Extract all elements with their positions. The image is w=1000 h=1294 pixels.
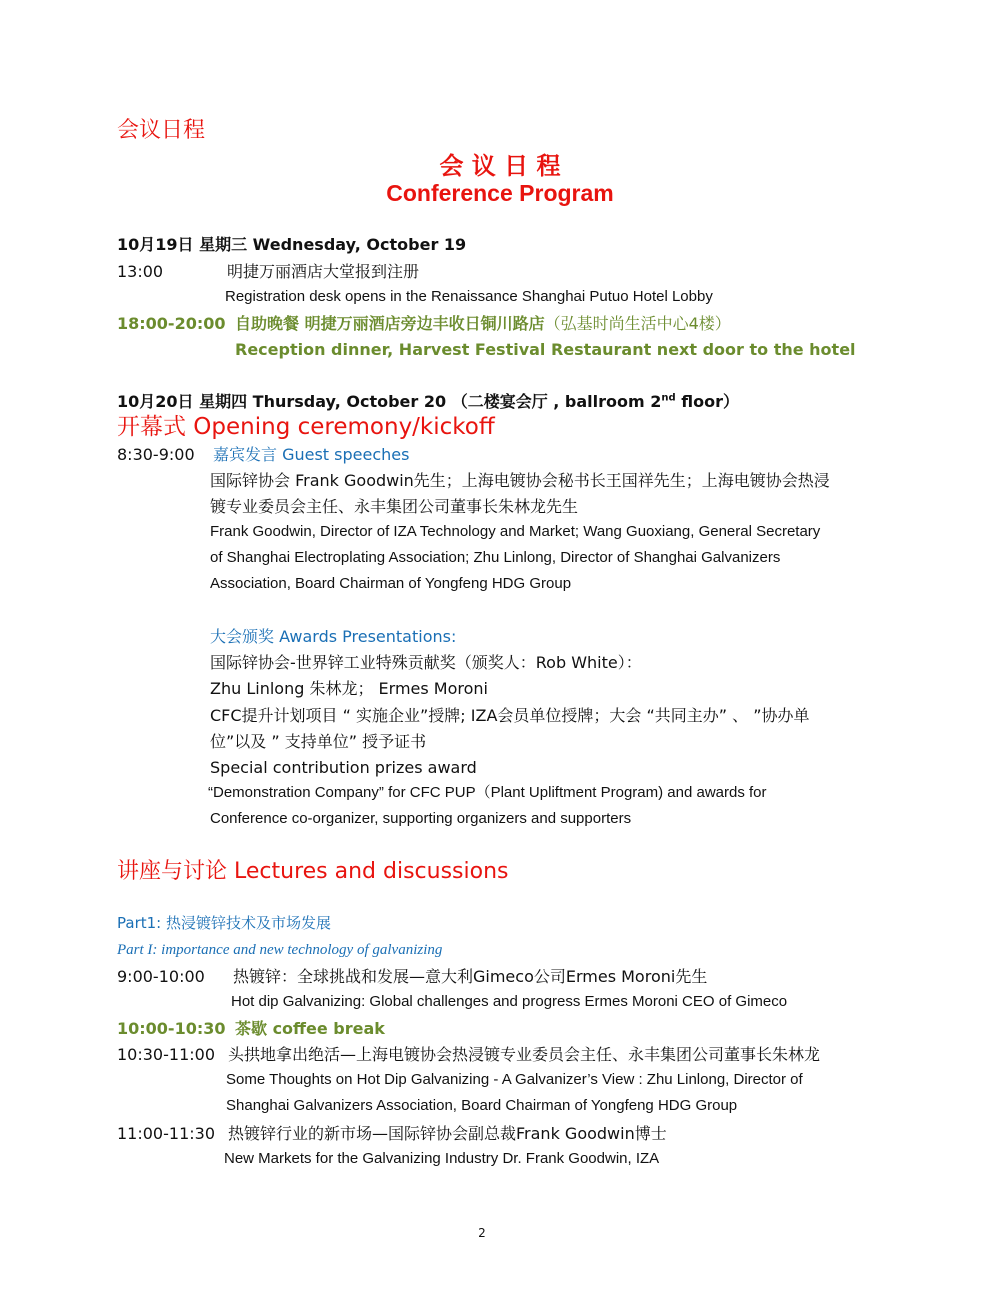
speeches-en-line1: Frank Goodwin, Director of IZA Technology and Market; Wang Guoxiang, General Secretary	[210, 523, 821, 540]
awards-line3: CFC提升计划项目 “ 实施企业”授牌; IZA会员单位授牌；大会 “共同主办” 、 ”协办单	[210, 706, 810, 725]
day2-date-sup: nd	[661, 392, 676, 404]
day1-item2-time: 18:00-20:00	[117, 314, 226, 333]
day1-item1-cn: 明捷万丽酒店大堂报到注册	[227, 262, 420, 281]
part1-en: Part I: importance and new technology of galvanizing	[117, 942, 443, 958]
lecture3-en: New Markets for the Galvanizing Industry Dr. Frank Goodwin, IZA	[224, 1150, 660, 1167]
lecture3-time: 11:00-11:30	[117, 1124, 215, 1143]
lecture1-cn: 热镀锌：全球挑战和发展—意大利Gimeco公司Ermes Moroni先生	[233, 967, 708, 986]
day1-date: 10月19日 星期三 Wednesday, October 19	[117, 235, 467, 254]
day1-item2-cn-note: （弘基时尚生活中心4楼）	[544, 314, 731, 333]
page-number: 2	[478, 1226, 486, 1240]
opening-heading: 开幕式 Opening ceremony/kickoff	[117, 414, 495, 440]
awards-en-line1: “Demonstration Company” for CFC PUP（Plant Upliftment Program) and awards for	[208, 784, 767, 801]
speeches-cn-line1: 国际锌协会 Frank Goodwin先生；上海电镀协会秘书长王国祥先生；上海电镀协会热浸	[210, 471, 830, 490]
lecture1-time: 9:00-10:00	[117, 967, 205, 986]
day2-date	[117, 392, 739, 411]
speeches-time: 8:30-9:00	[117, 445, 195, 464]
awards-line4: 位”以及 ” 支持单位” 授予证书	[210, 732, 427, 751]
day1-item2-cn-row	[235, 314, 731, 333]
awards-line2: Zhu Linlong 朱林龙； Ermes Moroni	[210, 679, 488, 698]
page-title-en: Conference Program	[386, 180, 614, 206]
section-title: 会议日程	[117, 118, 206, 143]
lecture3-cn: 热镀锌行业的新市场—国际锌协会副总裁Frank Goodwin博士	[228, 1124, 667, 1143]
day1-item1-en: Registration desk opens in the Renaissance Shanghai Putuo Hotel Lobby	[225, 288, 713, 305]
day1-item2-cn: 自助晚餐 明捷万丽酒店旁边丰收日铜川路店	[235, 314, 545, 333]
lectures-heading: 讲座与讨论 Lectures and discussions	[117, 859, 509, 884]
lecture2-cn: 头拱地拿出绝活—上海电镀协会热浸镀专业委员会主任、永丰集团公司董事长朱林龙	[228, 1045, 821, 1064]
lecture2-time: 10:30-11:00	[117, 1045, 215, 1064]
break-time: 10:00-10:30	[117, 1019, 226, 1038]
lecture1-en: Hot dip Galvanizing: Global challenges and progress Ermes Moroni CEO of Gimeco	[231, 993, 788, 1010]
speeches-en-line3: Association, Board Chairman of Yongfeng HDG Group	[210, 575, 572, 592]
awards-line1: 国际锌协会-世界锌工业特殊贡献奖（颁奖人：Rob White）：	[210, 653, 642, 672]
speeches-heading: 嘉宾发言 Guest speeches	[213, 445, 410, 464]
awards-en-line2: Conference co-organizer, supporting organizers and supporters	[210, 810, 632, 827]
page-title-cn: 会 议 日 程	[439, 152, 561, 180]
day2-date-main: 10月20日 星期四 Thursday, October 20 （二楼宴会厅 , ballroom 2	[117, 392, 662, 411]
day2-date-tail: floor）	[675, 392, 739, 411]
part1-cn: Part1: 热浸镀锌技术及市场发展	[117, 914, 331, 932]
awards-line5: Special contribution prizes award	[210, 758, 477, 777]
day1-item1-time: 13:00	[117, 262, 164, 281]
speeches-cn-line2: 镀专业委员会主任、永丰集团公司董事长朱林龙先生	[210, 497, 579, 516]
day1-item2-en: Reception dinner, Harvest Festival Restaurant next door to the hotel	[235, 340, 856, 359]
awards-heading: 大会颁奖 Awards Presentations:	[210, 627, 457, 646]
break-label: 茶歇 coffee break	[235, 1019, 385, 1038]
lecture2-en-line2: Shanghai Galvanizers Association, Board Chairman of Yongfeng HDG Group	[226, 1097, 738, 1114]
lecture2-en-line1: Some Thoughts on Hot Dip Galvanizing - A Galvanizer’s View : Zhu Linlong, Director of	[226, 1071, 803, 1088]
speeches-en-line2: of Shanghai Electroplating Association; Zhu Linlong, Director of Shanghai Galvanizers	[210, 549, 781, 566]
